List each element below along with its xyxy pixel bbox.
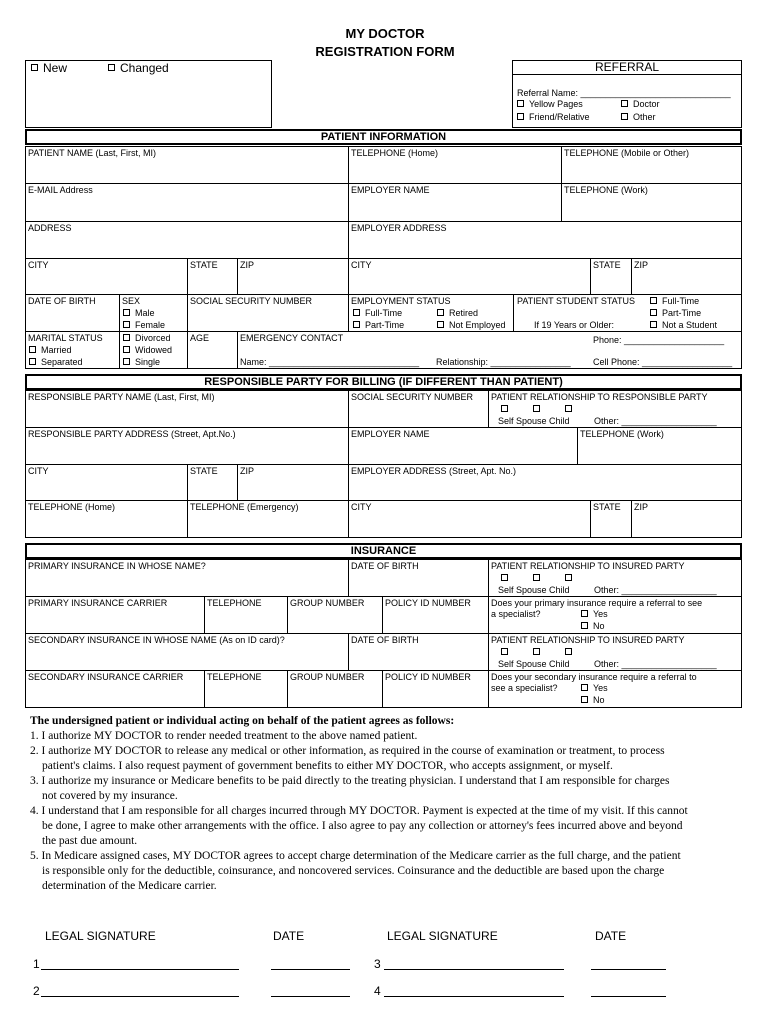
signature-line-1[interactable]: [41, 969, 239, 970]
term-5: 5. In Medicare assigned cases, MY DOCTOR agrees to accept charge determination of the Medicare carrier as the full charge, and the patient: [30, 850, 681, 862]
marital-divorced[interactable]: Divorced: [123, 333, 171, 343]
secondary-whose-field[interactable]: SECONDARY INSURANCE IN WHOSE NAME (As on ID card)?: [25, 633, 349, 671]
emergency-cell[interactable]: Cell Phone: __________________: [593, 357, 733, 367]
dob-field[interactable]: DATE OF BIRTH: [25, 294, 120, 332]
emergency-contact: EMERGENCY CONTACT Phone: ____________________ Name: ______________________________ Relationship: ________________ Cell Phone: __________________: [237, 331, 742, 369]
primary-referral-yes[interactable]: Yes: [581, 609, 608, 619]
billing-zip-field[interactable]: ZIP: [237, 464, 349, 501]
billing-section-title: RESPONSIBLE PARTY FOR BILLING (IF DIFFERENT THAN PATIENT): [25, 374, 742, 390]
age-field[interactable]: AGE: [187, 331, 238, 369]
employer-address-field[interactable]: EMPLOYER ADDRESS: [348, 221, 742, 259]
form-subtitle: REGISTRATION FORM: [315, 44, 455, 59]
responsible-name-field[interactable]: RESPONSIBLE PARTY NAME (Last, First, MI): [25, 390, 349, 428]
emergency-relationship[interactable]: Relationship: ________________: [436, 357, 571, 367]
billing-tel-work-field[interactable]: TELEPHONE (Work): [577, 427, 742, 465]
emp-part-time[interactable]: Part-Time: [353, 320, 404, 330]
referral-other[interactable]: Other: [621, 112, 656, 122]
primary-carrier-field[interactable]: PRIMARY INSURANCE CARRIER: [25, 596, 205, 634]
secondary-relationship: PATIENT RELATIONSHIP TO INSURED PARTY Self Spouse Child Other: ___________________: [488, 633, 742, 671]
secondary-telephone-field[interactable]: TELEPHONE: [204, 670, 288, 708]
primary-relationship: PATIENT RELATIONSHIP TO INSURED PARTY Self Spouse Child Other: ___________________: [488, 559, 742, 597]
sig-num-3: 3: [374, 957, 381, 971]
emergency-name[interactable]: Name: ______________________________: [240, 357, 420, 367]
address-field[interactable]: ADDRESS: [25, 221, 349, 259]
date-line-1[interactable]: [271, 969, 350, 970]
secondary-referral-no[interactable]: No: [581, 695, 605, 705]
term-4-cont: be done, I agree to make other arrangements with the office. I also agree to pay any collection or attorney's fees incurred above and beyond: [42, 820, 683, 832]
secondary-policy-field[interactable]: POLICY ID NUMBER: [382, 670, 489, 708]
zip-field[interactable]: ZIP: [237, 258, 349, 295]
secondary-rel-other-field[interactable]: Other: ___________________: [594, 659, 717, 669]
marital-separated[interactable]: Separated: [29, 357, 83, 367]
employer-state-field[interactable]: STATE: [590, 258, 632, 295]
primary-referral-no[interactable]: No: [581, 621, 605, 631]
emp-full-time[interactable]: Full-Time: [353, 308, 402, 318]
employment-status: EMPLOYMENT STATUS Full-Time Retired Part-Time Not Employed: [348, 294, 514, 332]
sig-header-1: LEGAL SIGNATURE: [45, 929, 156, 943]
billing-employer-state-field[interactable]: STATE: [590, 500, 632, 538]
status-box: [25, 60, 272, 128]
primary-referral: Does your primary insurance require a referral to see a specialist? Yes No: [488, 596, 742, 634]
employer-zip-field[interactable]: ZIP: [631, 258, 742, 295]
student-not-student[interactable]: Not a Student: [650, 320, 717, 330]
term-1: 1. I authorize MY DOCTOR to render needed treatment to the above named patient.: [30, 730, 418, 742]
changed-checkbox[interactable]: [108, 64, 115, 71]
billing-employer-zip-field[interactable]: ZIP: [631, 500, 742, 538]
rel-other-field[interactable]: Other: ___________________: [594, 416, 717, 426]
primary-dob-field[interactable]: DATE OF BIRTH: [348, 559, 489, 597]
referral-box: [512, 60, 742, 128]
changed-option[interactable]: Changed: [108, 61, 169, 75]
responsible-ssn-field[interactable]: SOCIAL SECURITY NUMBER: [348, 390, 489, 428]
secondary-group-field[interactable]: GROUP NUMBER: [287, 670, 383, 708]
marital-status: MARITAL STATUS Married Separated: [25, 331, 120, 369]
secondary-dob-field[interactable]: DATE OF BIRTH: [348, 633, 489, 671]
secondary-carrier-field[interactable]: SECONDARY INSURANCE CARRIER: [25, 670, 205, 708]
secondary-referral-yes[interactable]: Yes: [581, 683, 608, 693]
referral-title: REFERRAL: [513, 61, 741, 75]
billing-state-field[interactable]: STATE: [187, 464, 238, 501]
sig-header-2: LEGAL SIGNATURE: [387, 929, 498, 943]
referral-name-field[interactable]: Referral Name: ______________________________: [517, 88, 731, 98]
sig-num-1: 1: [33, 957, 40, 971]
marital-single[interactable]: Single: [123, 357, 160, 367]
insurance-section-title: INSURANCE: [25, 543, 742, 559]
billing-tel-emergency-field[interactable]: TELEPHONE (Emergency): [187, 500, 349, 538]
state-field[interactable]: STATE: [187, 258, 238, 295]
term-2-cont: patient's claims. I also request payment of government benefits to either MY DOCTOR, who accepts assignment, or myself.: [42, 760, 613, 772]
signature-line-3[interactable]: [384, 969, 564, 970]
billing-employer-field[interactable]: EMPLOYER NAME: [348, 427, 578, 465]
new-checkbox[interactable]: [31, 64, 38, 71]
referral-doctor[interactable]: Doctor: [621, 99, 660, 109]
secondary-rel-checkboxes[interactable]: [501, 647, 577, 657]
emp-not-employed[interactable]: Not Employed: [437, 320, 506, 330]
referral-yellow-pages[interactable]: Yellow Pages: [517, 99, 583, 109]
date-line-2[interactable]: [271, 996, 350, 997]
term-3-cont: not covered by my insurance.: [42, 790, 178, 802]
student-part-time[interactable]: Part-Time: [650, 308, 701, 318]
sex-field: SEX Male Female: [119, 294, 188, 332]
marital-widowed[interactable]: Widowed: [123, 345, 172, 355]
sig-num-2: 2: [33, 984, 40, 998]
billing-employer-address-field[interactable]: EMPLOYER ADDRESS (Street, Apt. No.): [348, 464, 742, 501]
billing-employer-city-field[interactable]: CITY: [348, 500, 591, 538]
patient-name-field[interactable]: PATIENT NAME (Last, First, MI): [25, 146, 349, 184]
new-option[interactable]: New: [31, 61, 67, 75]
term-2: 2. I authorize MY DOCTOR to release any medical or other information, as required in the course of examination or treatment, to process: [30, 745, 665, 757]
primary-telephone-field[interactable]: TELEPHONE: [204, 596, 288, 634]
secondary-referral: Does your secondary insurance require a referral to see a specialist? Yes No: [488, 670, 742, 708]
employer-name-field[interactable]: EMPLOYER NAME: [348, 183, 562, 222]
marital-status-2: [119, 331, 188, 369]
term-5-cont: is responsible only for the deductible, coinsurance, and noncovered services. Coinsurance and the deductible are based upon the charge: [42, 865, 665, 877]
city-field[interactable]: CITY: [25, 258, 188, 295]
date-line-3[interactable]: [591, 969, 666, 970]
sex-male[interactable]: Male: [123, 308, 155, 318]
emp-retired[interactable]: Retired: [437, 308, 478, 318]
referral-friend[interactable]: Friend/Relative: [517, 112, 590, 122]
billing-tel-home-field[interactable]: TELEPHONE (Home): [25, 500, 188, 538]
tel-work-field[interactable]: TELEPHONE (Work): [561, 183, 742, 222]
date-header-1: DATE: [273, 929, 305, 943]
signature-line-4[interactable]: [384, 996, 564, 997]
term-3: 3. I authorize my insurance or Medicare benefits to be paid directly to the treating physician. I understand that I am responsible for charges: [30, 775, 670, 787]
responsible-relationship: PATIENT RELATIONSHIP TO RESPONSIBLE PARTY Self Spouse Child Other: ___________________: [488, 390, 742, 428]
responsible-address-field[interactable]: RESPONSIBLE PARTY ADDRESS (Street, Apt.No.): [25, 427, 349, 465]
date-header-2: DATE: [595, 929, 627, 943]
primary-rel-checkboxes[interactable]: [501, 573, 577, 583]
terms-section: [30, 714, 720, 894]
billing-city-field[interactable]: CITY: [25, 464, 188, 501]
sex-female[interactable]: Female: [123, 320, 165, 330]
rel-checkboxes[interactable]: [501, 404, 577, 414]
employer-city-field[interactable]: CITY: [348, 258, 591, 295]
primary-whose-field[interactable]: PRIMARY INSURANCE IN WHOSE NAME?: [25, 559, 349, 597]
primary-group-field[interactable]: GROUP NUMBER: [287, 596, 383, 634]
student-status: PATIENT STUDENT STATUS Full-Time Part-Time If 19 Years or Older: Not a Student: [513, 294, 742, 332]
terms-intro: The undersigned patient or individual acting on behalf of the patient agrees as follows:: [30, 715, 455, 727]
signature-line-2[interactable]: [41, 996, 239, 997]
primary-policy-field[interactable]: POLICY ID NUMBER: [382, 596, 489, 634]
patient-section-title: PATIENT INFORMATION: [25, 129, 742, 145]
marital-married[interactable]: Married: [29, 345, 72, 355]
term-4-cont2: the past due amount.: [42, 835, 138, 847]
tel-home-field[interactable]: TELEPHONE (Home): [348, 146, 562, 184]
tel-mobile-field[interactable]: TELEPHONE (Mobile or Other): [561, 146, 742, 184]
primary-rel-other-field[interactable]: Other: ___________________: [594, 585, 717, 595]
term-5-cont2: determination of the Medicare carrier.: [42, 880, 217, 892]
email-field[interactable]: E-MAIL Address: [25, 183, 349, 222]
ssn-field[interactable]: SOCIAL SECURITY NUMBER: [187, 294, 349, 332]
sig-num-4: 4: [374, 984, 381, 998]
form-title: MY DOCTOR: [345, 26, 425, 41]
term-4: 4. I understand that I am responsible for all charges incurred through MY DOCTOR. Payment is expected at the time of my visit. If this cannot: [30, 805, 688, 817]
student-full-time[interactable]: Full-Time: [650, 296, 699, 306]
date-line-4[interactable]: [591, 996, 666, 997]
emergency-phone[interactable]: Phone: ____________________: [593, 335, 725, 345]
